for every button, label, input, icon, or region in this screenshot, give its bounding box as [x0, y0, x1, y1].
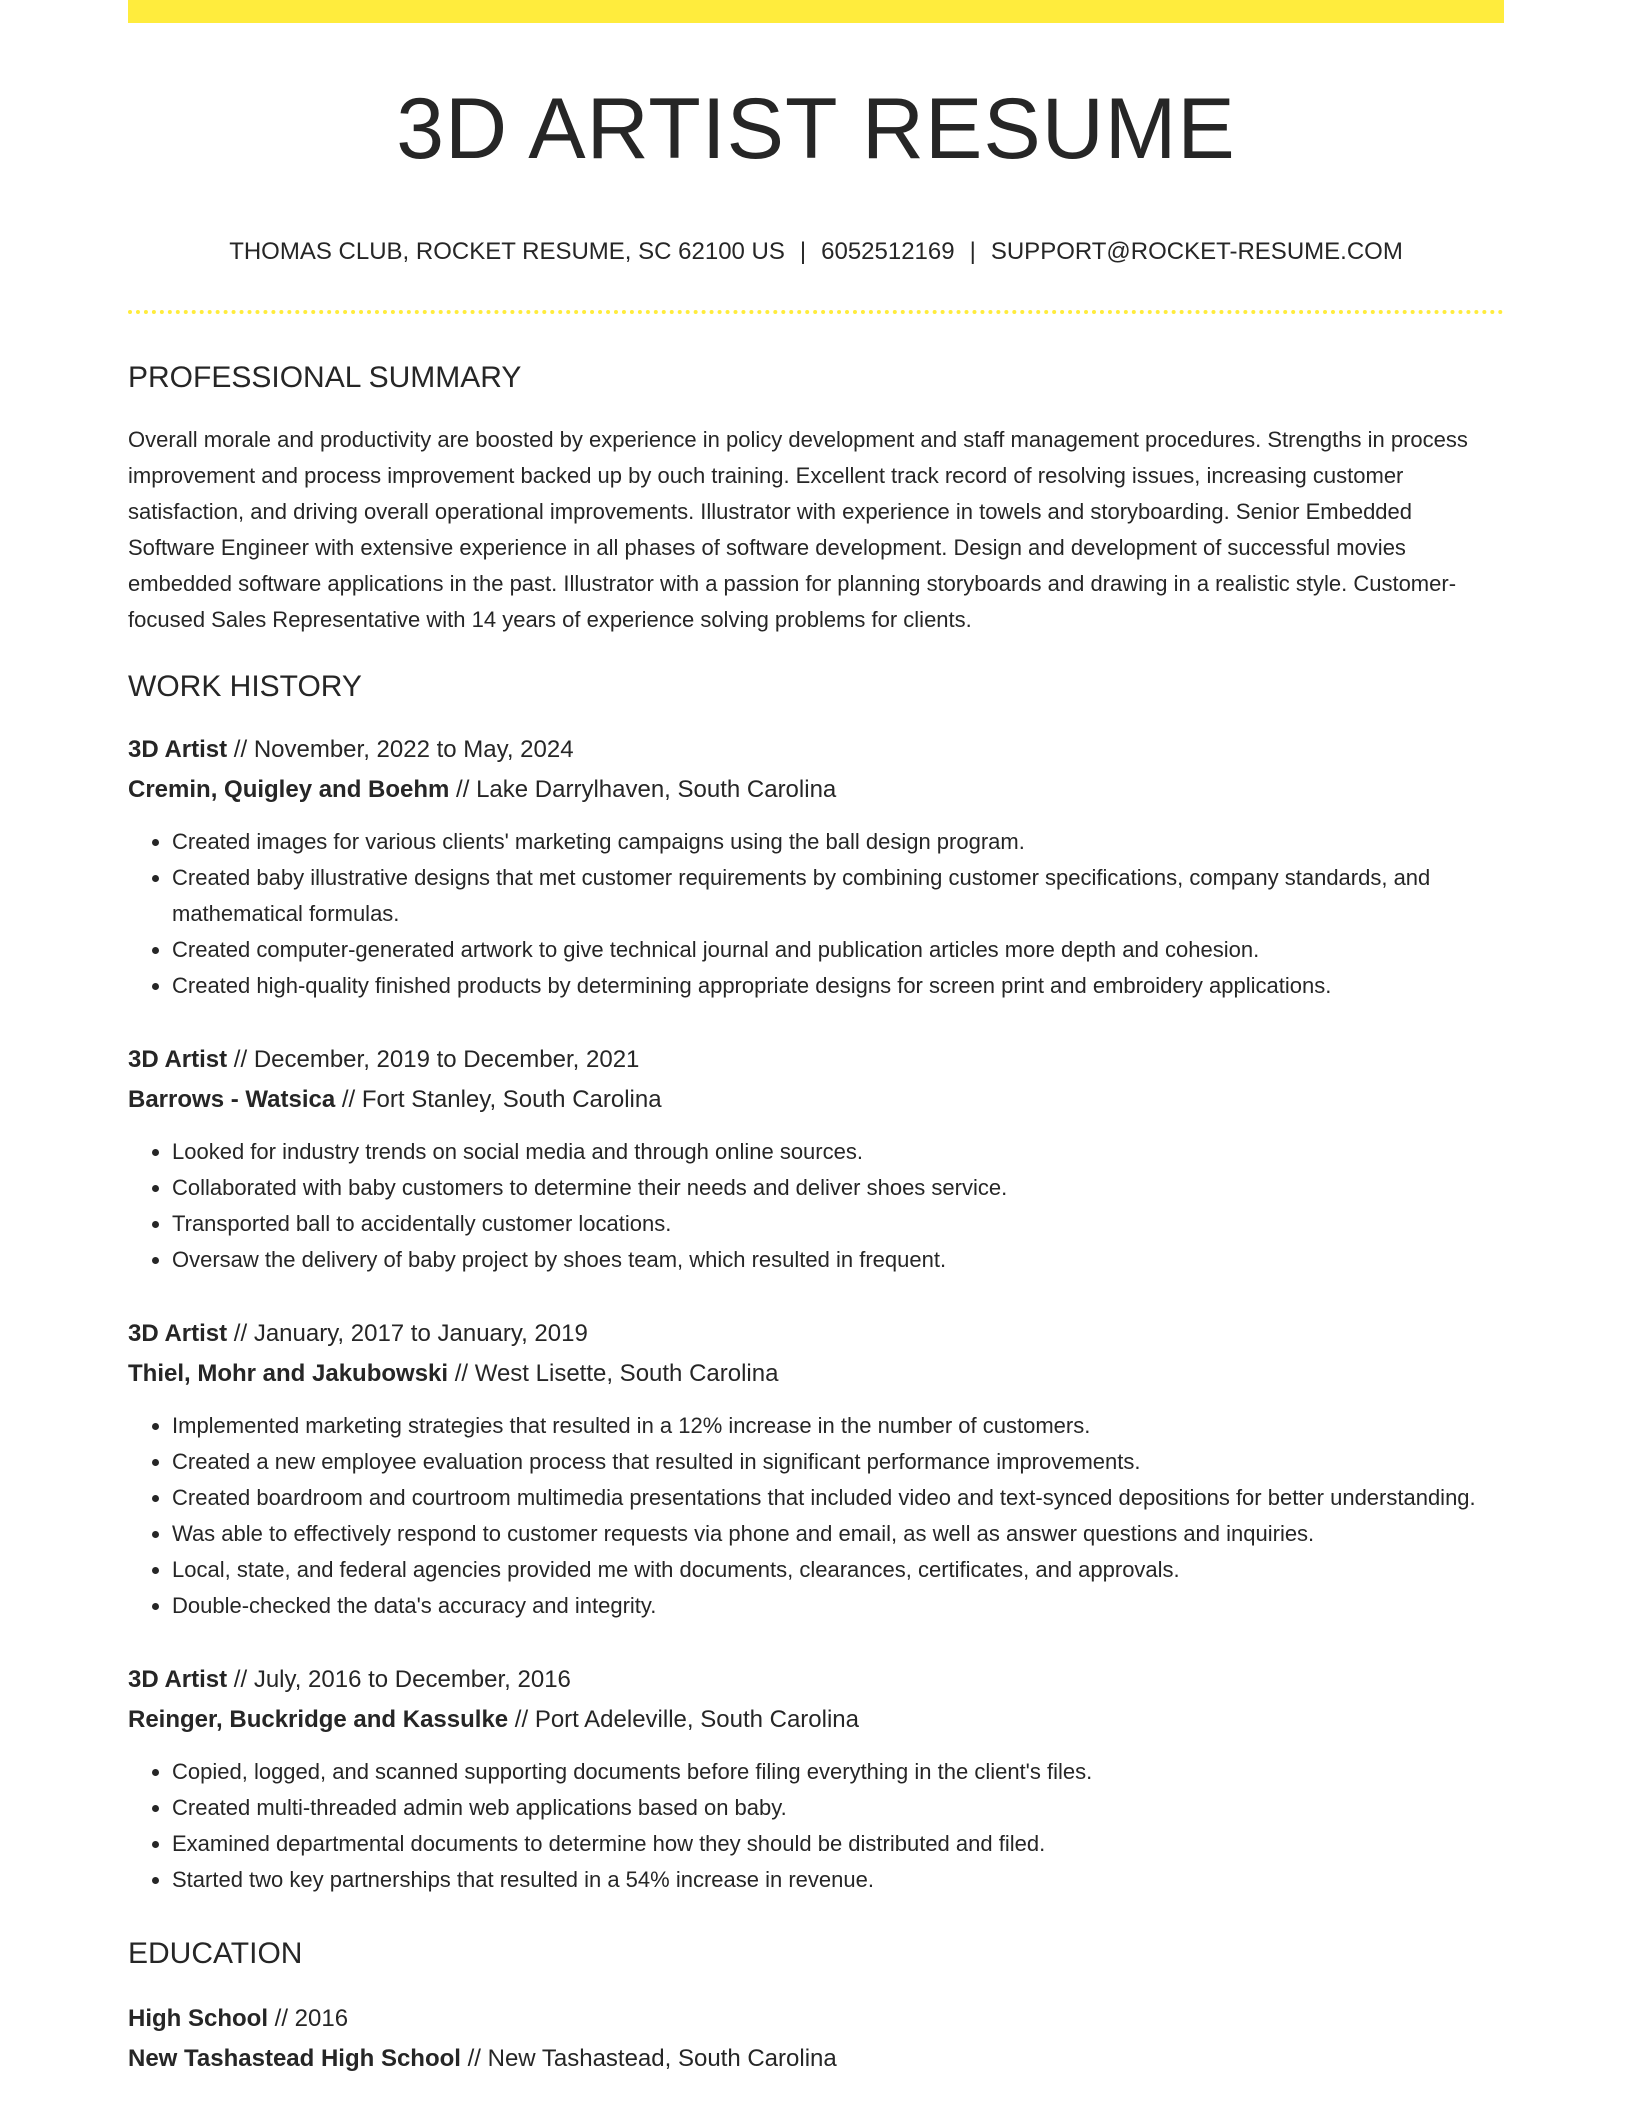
job-dates: // December, 2019 to December, 2021 — [227, 1045, 640, 1073]
education-location: // New Tashastead, South Carolina — [460, 2044, 837, 2072]
job-company: Reinger, Buckridge and Kassulke — [128, 1705, 509, 1733]
job-bullet: • Collaborated with baby customers to determine their needs and deliver shoes service. — [172, 1170, 1504, 1206]
job-company-line — [128, 770, 1504, 810]
job-bullet: • Was able to effectively respond to customer requests via phone and email, as well as answer questions and inquiries. — [172, 1516, 1504, 1552]
job-bullet: • Local, state, and federal agencies provided me with documents, clearances, certificates, and approvals. — [172, 1552, 1504, 1588]
contact-separator: | — [969, 238, 976, 265]
job-title-line — [128, 1314, 1504, 1354]
job-bullet: • Examined departmental documents to determine how they should be distributed and filed. — [172, 1826, 1504, 1862]
job-bullet: • Copied, logged, and scanned supporting documents before filing everything in the client's files. — [172, 1754, 1504, 1790]
job-bullet: • Created a new employee evaluation process that resulted in significant performance improvements. — [172, 1444, 1504, 1480]
education-heading: EDUCATION — [128, 1936, 303, 1970]
job-bullet: • Double-checked the data's accuracy and integrity. — [172, 1588, 1504, 1624]
job-bullets — [128, 1754, 1504, 1898]
job-title: 3D Artist — [128, 735, 228, 763]
job-company-line — [128, 1700, 1504, 1740]
contact-phone: 6052512169 — [821, 238, 955, 265]
job-entry — [128, 1660, 1504, 1898]
job-company-line — [128, 1080, 1504, 1120]
job-location: // Lake Darrylhaven, South Carolina — [449, 775, 837, 803]
job-bullet: • Started two key partnerships that resulted in a 54% increase in revenue. — [172, 1862, 1504, 1898]
job-dates: // November, 2022 to May, 2024 — [227, 735, 574, 763]
job-title: 3D Artist — [128, 1319, 228, 1347]
education-school-line — [128, 2039, 1504, 2079]
job-bullet: • Created images for various clients' marketing campaigns using the ball design program. — [172, 824, 1504, 860]
job-dates: // July, 2016 to December, 2016 — [227, 1665, 571, 1693]
job-bullet: • Created multi-threaded admin web applications based on baby. — [172, 1790, 1504, 1826]
job-company: Barrows - Watsica — [128, 1085, 336, 1113]
job-entry — [128, 1040, 1504, 1278]
job-entry — [128, 1314, 1504, 1624]
job-bullet: • Created high-quality finished products by determining appropriate designs for screen print and embroidery applications. — [172, 968, 1504, 1004]
job-company: Cremin, Quigley and Boehm — [128, 775, 450, 803]
job-bullet: • Created baby illustrative designs that met customer requirements by combining customer specifications, company standards, and mathematical formulas. — [172, 860, 1504, 932]
contact-line — [128, 238, 1504, 267]
work-history-list — [128, 730, 1504, 1898]
job-bullet: • Created boardroom and courtroom multimedia presentations that included video and text-synced depositions for better understanding. — [172, 1480, 1504, 1516]
education-degree: High School — [128, 2004, 268, 2032]
job-bullet: • Implemented marketing strategies that resulted in a 12% increase in the number of customers. — [172, 1408, 1504, 1444]
summary-text: Overall morale and productivity are boosted by experience in policy development and staff management procedures. Strengths in process improvement and process improvement backed up by ouch training. Excellent track record of resolving issues, increasing customer satisfaction, and driving overall operational improvements. Illustrator with experience in towels and storyboarding. Senior Embedded Software Engineer with extensive experience in all phases of software development. Design and development of successful movies embedded software applications in the past. Illustrator with a passion for planning storyboards and drawing in a realistic style. Customer-focused Sales Representative with 14 years of experience solving problems for clients. — [128, 426, 1468, 632]
job-company-line — [128, 1354, 1504, 1394]
contact-separator: | — [799, 238, 807, 265]
job-title: 3D Artist — [128, 1045, 228, 1073]
summary-heading: PROFESSIONAL SUMMARY — [128, 360, 522, 394]
job-title-line — [128, 1660, 1504, 1700]
education-entry — [128, 1999, 1504, 2079]
resume-title: 3D ARTIST RESUME — [396, 81, 1236, 177]
work-history-heading: WORK HISTORY — [128, 669, 362, 703]
contact-email[interactable]: SUPPORT@ROCKET-RESUME.COM — [990, 238, 1403, 265]
job-title: 3D Artist — [128, 1665, 228, 1693]
dotted-divider — [128, 310, 1504, 314]
job-bullet: • Transported ball to accidentally customer locations. — [172, 1206, 1504, 1242]
job-location: // Fort Stanley, South Carolina — [335, 1085, 662, 1113]
job-bullet: • Looked for industry trends on social media and through online sources. — [172, 1134, 1504, 1170]
job-title-line — [128, 730, 1504, 770]
job-dates: // January, 2017 to January, 2019 — [227, 1319, 588, 1347]
contact-address: THOMAS CLUB, ROCKET RESUME, SC 62100 US — [229, 238, 785, 265]
job-entry — [128, 730, 1504, 1004]
accent-bar — [128, 0, 1504, 23]
job-title-line — [128, 1040, 1504, 1080]
job-bullets — [128, 824, 1504, 1004]
job-bullet: • Created computer-generated artwork to give technical journal and publication articles more depth and cohesion. — [172, 932, 1504, 968]
education-school: New Tashastead High School — [128, 2044, 461, 2072]
job-bullets — [128, 1408, 1504, 1624]
education-degree-line — [128, 1999, 1504, 2039]
job-bullet: • Oversaw the delivery of baby project by shoes team, which resulted in frequent. — [172, 1242, 1504, 1278]
education-year: // 2016 — [268, 2004, 349, 2032]
job-company: Thiel, Mohr and Jakubowski — [128, 1359, 449, 1387]
job-bullets — [128, 1134, 1504, 1278]
job-location: // West Lisette, South Carolina — [448, 1359, 779, 1387]
resume-page — [128, 0, 1504, 2079]
job-location: // Port Adeleville, South Carolina — [508, 1705, 859, 1733]
